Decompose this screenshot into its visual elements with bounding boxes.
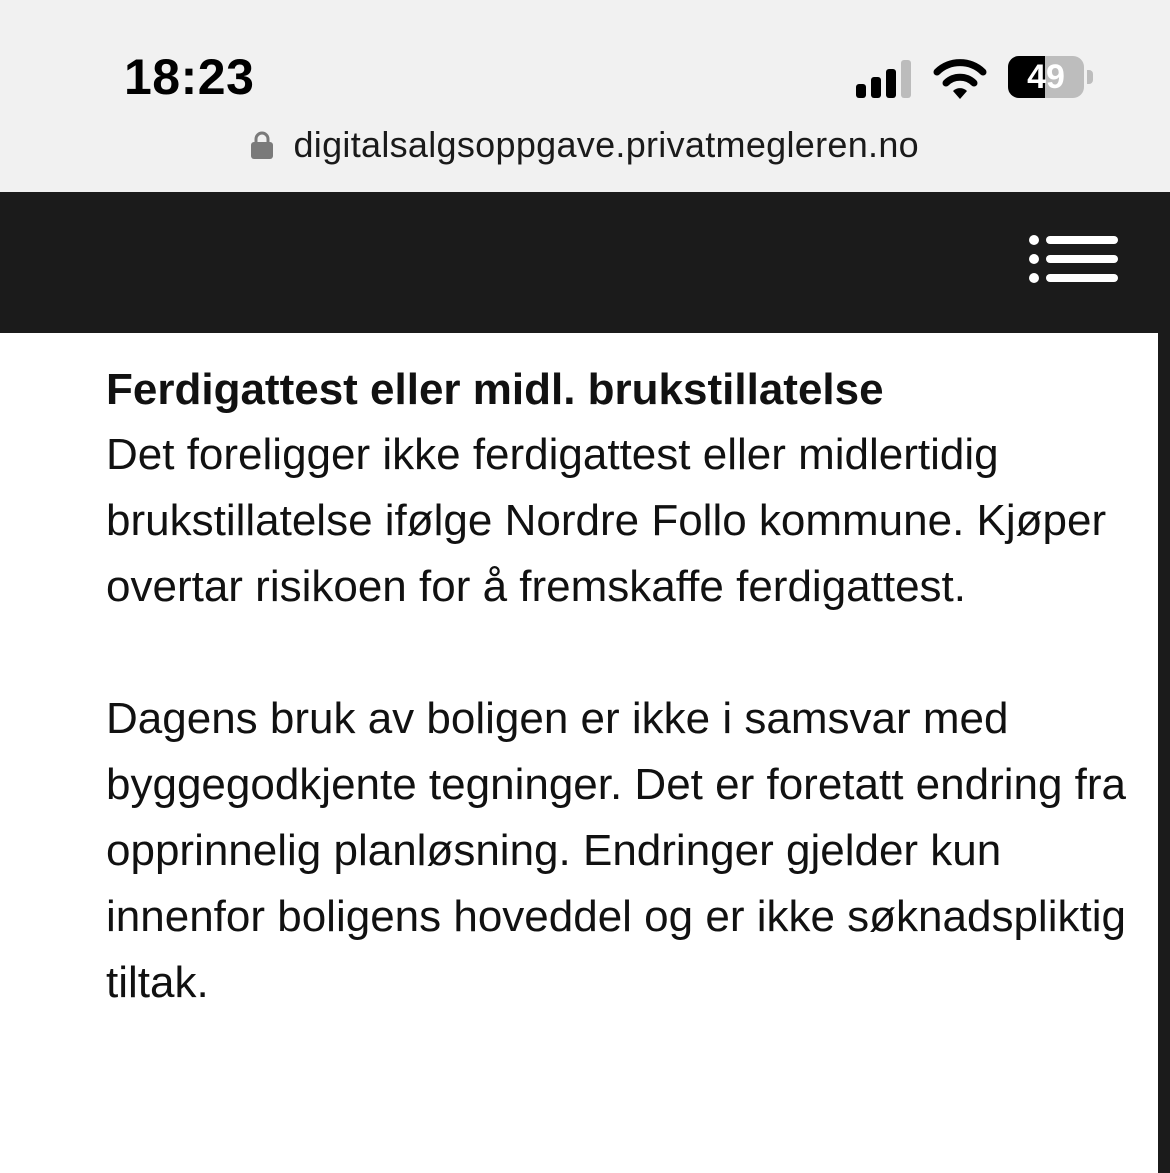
section-heading: Ferdigattest eller midl. brukstillatelse	[106, 365, 884, 414]
lock-icon	[251, 131, 273, 159]
url-text: digitalsalgsoppgave.privatmegleren.no	[293, 124, 919, 165]
wifi-icon	[932, 55, 988, 99]
battery-percent: 49	[1027, 58, 1065, 96]
battery-icon	[1008, 56, 1094, 100]
page-edge	[1158, 333, 1170, 1173]
main-content	[106, 358, 1146, 1016]
site-header	[0, 192, 1170, 333]
paragraph: Dagens bruk av boligen er ikke i samsvar med byggegodkjente tegninger. Det er foretatt endring fra opprinnelig planløsning. Endringer gjelder kun innenfor boligens hoveddel og er ikke søknadspliktig tiltak.	[106, 694, 1127, 1007]
paragraph: Det foreligger ikke ferdigattest eller midlertidig brukstillatelse ifølge Nordre Follo kommune. Kjøper overtar risikoen for å fremskaffe ferdigattest.	[106, 430, 1107, 611]
cellular-signal-icon	[856, 60, 916, 98]
status-bar	[0, 0, 1170, 192]
status-time: 18:23	[124, 49, 255, 105]
address-bar[interactable]	[0, 124, 1170, 174]
list-menu-icon[interactable]	[1026, 234, 1122, 284]
